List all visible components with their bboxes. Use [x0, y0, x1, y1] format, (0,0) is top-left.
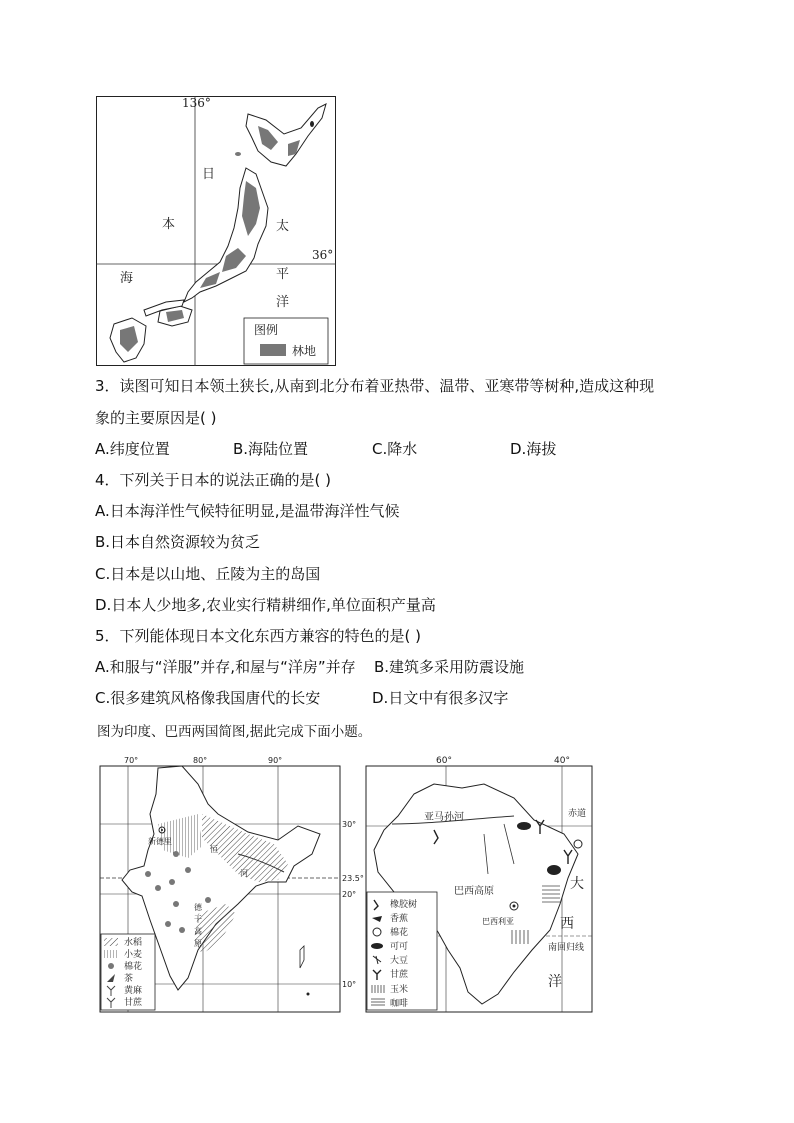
ocean-char-1: 太 [276, 219, 290, 234]
india-lon-70: 70° [124, 756, 139, 765]
brazil-map [364, 754, 598, 1016]
india-legend-sugarcane: 甘蔗 [124, 998, 143, 1008]
india-legend-rice: 水稻 [124, 938, 143, 948]
india-legend-jute: 黄麻 [124, 986, 143, 996]
q5-option-a: A.和服与“洋服”并存,和屋与“洋房”并存 [95, 658, 356, 676]
brazil-legend-banana: 香蕉 [390, 914, 409, 924]
q3-option-c: C.降水 [372, 440, 418, 458]
q3-stem-line1: 3．读图可知日本领土狭长,从南到北分布着亚热带、温带、亚寒带等树种,造成这种现 [95, 377, 655, 395]
q4-option-d: D.日本人少地多,农业实行精耕细作,单位面积产量高 [95, 596, 436, 614]
forest-swatch [260, 344, 286, 356]
india-lat-10: 10° [342, 980, 357, 989]
q3-option-a: A.纬度位置 [95, 440, 170, 458]
brazil-ocean-char-3: 洋 [548, 974, 562, 990]
india-lat-30: 30° [342, 820, 357, 829]
q5-stem: 5．下列能体现日本文化东西方兼容的特色的是( ) [95, 627, 422, 645]
india-capital: 新德里 [148, 837, 172, 846]
meridian-label: 136° [182, 96, 211, 110]
amazon-label: 亚马孙河 [424, 812, 464, 823]
japan-map [96, 96, 336, 366]
legend-forest: 林地 [292, 344, 317, 358]
q5-option-b: B.建筑多采用防震设施 [374, 658, 525, 676]
brazil-legend-coffee: 咖啡 [390, 999, 409, 1009]
brazil-legend-soybean: 大豆 [390, 956, 409, 966]
tropic-label: 南回归线 [548, 943, 585, 953]
sea-char-3: 海 [120, 271, 134, 286]
q4-stem: 4．下列关于日本的说法正确的是( ) [95, 471, 332, 489]
brazil-ocean-char-2: 西 [560, 916, 574, 932]
q4-option-b: B.日本自然资源较为贫乏 [95, 533, 261, 551]
brazil-legend-corn: 玉米 [390, 985, 409, 995]
ocean-char-3: 洋 [276, 295, 290, 310]
ganges-char-2: 河 [240, 869, 248, 878]
q3-option-d: D.海拔 [510, 440, 557, 458]
q5-option-c: C.很多建筑风格像我国唐代的长安 [95, 689, 321, 707]
q3-option-b: B.海陆位置 [233, 440, 309, 458]
brazil-lon-60: 60° [436, 756, 452, 766]
brazil-capital: 巴西利亚 [482, 917, 514, 926]
deccan-char-4: 原 [194, 939, 202, 948]
india-lat-20: 20° [342, 890, 357, 899]
brazil-legend-rubber: 橡胶树 [390, 900, 418, 910]
deccan-char-1: 德 [194, 903, 202, 912]
india-legend-cotton: 棉花 [124, 962, 143, 972]
ganges-char-1: 恒 [210, 845, 218, 854]
q4-option-c: C.日本是以山地、丘陵为主的岛国 [95, 565, 321, 583]
brazil-ocean-char-1: 大 [570, 876, 584, 892]
sea-char-1: 日 [202, 167, 216, 182]
q5-option-d: D.日文中有很多汉字 [372, 689, 509, 707]
intro-text: 图为印度、巴西两国简图,据此完成下面小题。 [97, 724, 372, 740]
india-lat-23-5: 23.5° [342, 874, 364, 883]
plateau-label: 巴西高原 [454, 886, 494, 897]
equator-label: 赤道 [568, 809, 587, 819]
brazil-lon-40: 40° [554, 756, 570, 766]
legend-title: 图例 [254, 323, 279, 337]
brazil-legend-sugarcane: 甘蔗 [390, 970, 409, 980]
india-lon-90: 90° [268, 756, 283, 765]
india-legend-tea: 茶 [124, 974, 134, 984]
india-map [98, 754, 364, 1016]
parallel-label: 36° [312, 248, 334, 262]
ocean-char-2: 平 [276, 267, 290, 282]
deccan-char-3: 高 [194, 927, 202, 936]
india-legend-wheat: 小麦 [124, 950, 143, 960]
brazil-legend-cotton: 棉花 [390, 928, 409, 938]
q3-stem-line2: 象的主要原因是( ) [95, 409, 217, 427]
q4-option-a: A.日本海洋性气候特征明显,是温带海洋性气候 [95, 502, 400, 520]
india-lon-80: 80° [193, 756, 208, 765]
sea-char-2: 本 [162, 217, 176, 232]
deccan-char-2: 干 [194, 915, 202, 924]
brazil-legend-cacao: 可可 [390, 942, 409, 952]
